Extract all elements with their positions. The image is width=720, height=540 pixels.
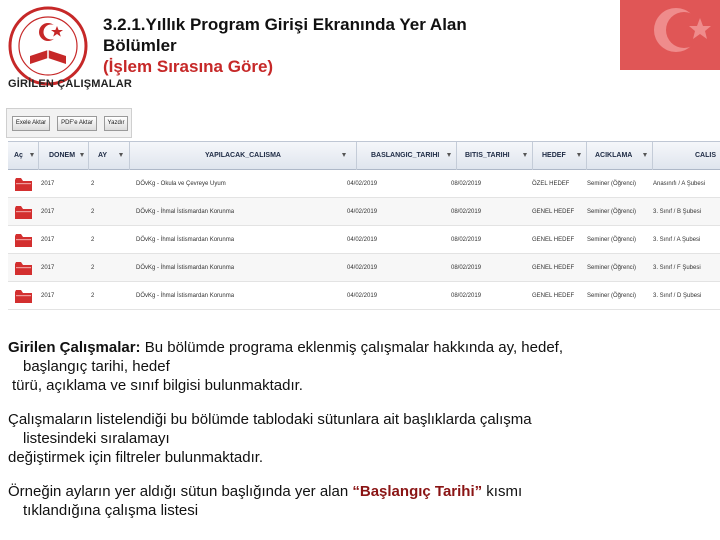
cell-ay: 2	[91, 209, 95, 215]
quoted-term: “Başlangıç Tarihi”	[352, 483, 483, 500]
cell-donem: 2017	[41, 181, 55, 187]
sort-icon	[80, 153, 84, 157]
cell-hedef: GENEL HEDEF	[532, 293, 575, 299]
paragraph-line: Çalışmaların listelendiği bu bölümde tablodaki sütunlara ait başlıklarda çalışma	[8, 411, 532, 428]
cell-baslangic: 04/02/2019	[347, 209, 378, 215]
section-label: GİRİLEN ÇALIŞMALAR	[8, 78, 132, 90]
folder-icon[interactable]	[14, 261, 33, 276]
paragraph-line	[8, 482, 708, 501]
title-line-1: 3.2.1.Yıllık Program Girişi Ekranında Yer Alan	[103, 15, 467, 34]
cell-donem: 2017	[41, 209, 55, 215]
sort-icon	[643, 153, 647, 157]
header-label: HEDEF	[542, 152, 566, 159]
cell-ay: 2	[91, 237, 95, 243]
cell-calisma: DÖvKg - Okula ve Çevreye Uyum	[136, 181, 226, 187]
cell-calisma: DÖvKg - İhmal İstismardan Korunma	[136, 237, 235, 243]
column-header-donem[interactable]	[39, 142, 89, 170]
cell-sinif: Anasınıfı / A Şubesi	[653, 181, 706, 187]
cell-aciklama: Seminer (Öğrenci)	[587, 293, 637, 299]
table-row[interactable]	[8, 198, 720, 226]
cell-aciklama: Seminer (Öğrenci)	[587, 209, 637, 215]
header-label: BASLANGIC_TARIHI	[371, 152, 440, 159]
header-label: ACIKLAMA	[595, 152, 633, 159]
table-row[interactable]	[8, 254, 720, 282]
cell-ay: 2	[91, 265, 95, 271]
header-label: DONEM	[49, 152, 76, 159]
cell-calisma: DÖvKg - İhmal İstismardan Korunma	[136, 209, 235, 215]
folder-icon[interactable]	[14, 205, 33, 220]
cell-aciklama: Seminer (Öğrenci)	[587, 237, 637, 243]
column-header-hedef[interactable]	[533, 142, 587, 170]
cell-ay: 2	[91, 293, 95, 299]
cell-baslangic: 04/02/2019	[347, 237, 378, 243]
title-line-3: (İşlem Sırasına Göre)	[103, 57, 274, 76]
sort-icon	[30, 153, 34, 157]
cell-aciklama: Seminer (Öğrenci)	[587, 181, 637, 187]
text-span: Bu bölümde programa eklenmiş çalışmalar hakkında ay, hedef,	[140, 339, 564, 356]
sort-icon	[577, 153, 581, 157]
cell-baslangic: 04/02/2019	[347, 265, 378, 271]
header-label: CALIS	[695, 152, 716, 159]
text-span: kısmı	[482, 483, 523, 500]
text-span: Örneğin ayların yer aldığı sütun başlığında yer alan	[8, 483, 353, 500]
table-row[interactable]	[8, 170, 720, 198]
column-header-open[interactable]	[8, 142, 39, 170]
sort-icon	[119, 153, 123, 157]
sort-icon	[447, 153, 451, 157]
cell-hedef: ÖZEL HEDEF	[532, 181, 570, 187]
folder-icon[interactable]	[14, 233, 33, 248]
term-label: Girilen Çalışmalar:	[8, 339, 141, 356]
brand-decoration	[620, 0, 720, 70]
folder-icon[interactable]	[14, 289, 33, 304]
activities-grid	[8, 141, 720, 311]
cell-bitis: 08/02/2019	[451, 181, 482, 187]
paragraph-line: tıklandığına çalışma listesi	[23, 502, 199, 519]
cell-sinif: 3. Sınıf / F Şubesi	[653, 265, 701, 271]
cell-sinif: 3. Sınıf / A Şubesi	[653, 237, 701, 243]
print-button[interactable]: Yazdır	[104, 116, 128, 131]
slide-title	[103, 14, 603, 77]
grid-header	[8, 142, 720, 170]
cell-calisma: DÖvKg - İhmal İstismardan Korunma	[136, 293, 235, 299]
cell-ay: 2	[91, 181, 95, 187]
cell-bitis: 08/02/2019	[451, 209, 482, 215]
cell-donem: 2017	[41, 293, 55, 299]
sort-icon	[523, 153, 527, 157]
export-pdf-button[interactable]: PDF'e Aktar	[57, 116, 97, 131]
cell-bitis: 08/02/2019	[451, 237, 482, 243]
title-line-2: Bölümler	[103, 36, 177, 55]
paragraph-line: değiştirmek için filtreler bulunmaktadır.	[8, 449, 264, 466]
cell-baslangic: 04/02/2019	[347, 293, 378, 299]
sort-icon	[342, 153, 346, 157]
export-toolbar	[6, 108, 132, 138]
table-row[interactable]	[8, 282, 720, 310]
header-label: Aç	[14, 152, 23, 159]
cell-bitis: 08/02/2019	[451, 293, 482, 299]
export-excel-button[interactable]: Exele Aktar	[12, 116, 50, 131]
cell-calisma: DÖvKg - İhmal İstismardan Korunma	[136, 265, 235, 271]
cell-aciklama: Seminer (Öğrenci)	[587, 265, 637, 271]
paragraph-girilen-calismalar	[8, 338, 708, 395]
paragraph-filters	[8, 410, 708, 467]
cell-hedef: GENEL HEDEF	[532, 209, 575, 215]
table-row[interactable]	[8, 226, 720, 254]
folder-icon[interactable]	[14, 177, 33, 192]
column-header-calisma[interactable]	[653, 142, 720, 170]
column-header-aciklama[interactable]	[587, 142, 653, 170]
header-label: BITIS_TARIHI	[465, 152, 510, 159]
cell-sinif: 3. Sınıf / B Şubesi	[653, 209, 702, 215]
cell-donem: 2017	[41, 265, 55, 271]
explanation-text	[8, 338, 708, 535]
header-label: YAPILACAK_CALISMA	[205, 152, 281, 159]
cell-hedef: GENEL HEDEF	[532, 237, 575, 243]
paragraph-example	[8, 482, 708, 520]
paragraph-line: türü, açıklama ve sınıf bilgisi bulunmaktadır.	[12, 377, 303, 394]
column-header-baslangic-tarihi[interactable]	[357, 142, 457, 170]
cell-donem: 2017	[41, 237, 55, 243]
paragraph-line: başlangıç tarihi, hedef	[23, 358, 170, 375]
paragraph-line: listesindeki sıralamayı	[23, 430, 170, 447]
column-header-bitis-tarihi[interactable]	[457, 142, 533, 170]
column-header-yapilacak-calisma[interactable]	[130, 142, 357, 170]
header-label: AY	[98, 152, 108, 159]
cell-sinif: 3. Sınıf / D Şubesi	[653, 293, 702, 299]
ministry-logo	[8, 6, 88, 86]
cell-bitis: 08/02/2019	[451, 265, 482, 271]
cell-hedef: GENEL HEDEF	[532, 265, 575, 271]
paragraph-line	[8, 338, 708, 357]
column-header-ay[interactable]	[89, 142, 130, 170]
cell-baslangic: 04/02/2019	[347, 181, 378, 187]
